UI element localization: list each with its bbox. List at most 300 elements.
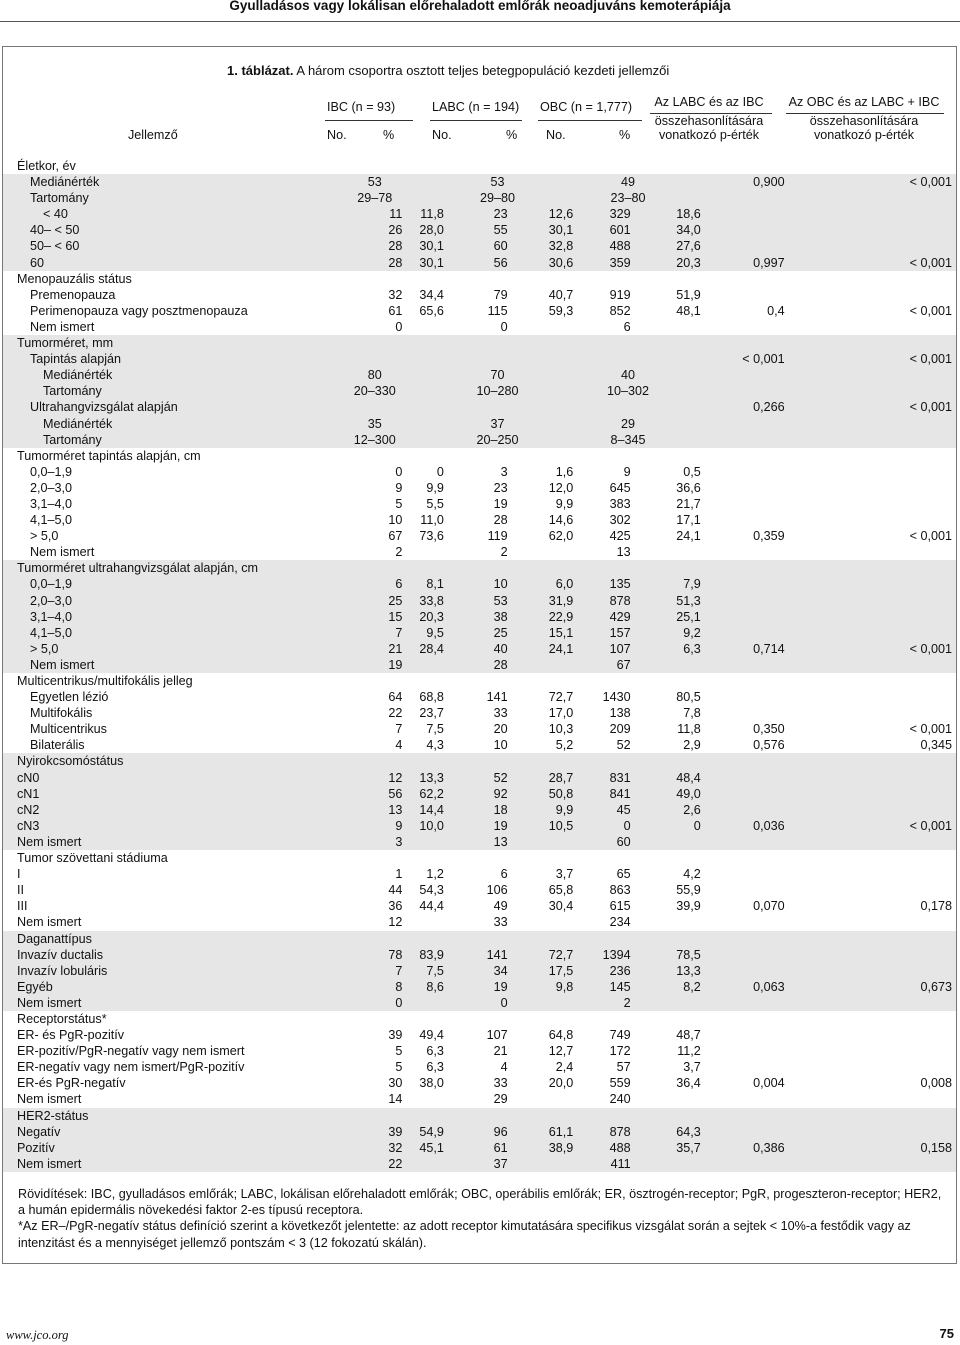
header-p2-line3: vonatkozó p-érték [813,128,915,142]
cell-p-labc-ibc: 0,036 [705,818,817,834]
cell-obc-pct: 78,5 [635,947,705,963]
cell-p-labc-ibc [705,206,817,222]
cell-ibc-no: 14 [388,1092,403,1107]
cell-p-labc-ibc: 0,359 [753,529,785,544]
cell-p-obc [817,1059,956,1075]
cell-p-obc [817,673,956,689]
cell-ibc-no: 35 [328,416,444,432]
cell-p-obc [817,802,956,818]
cell-labc-pct: 14,6 [548,513,574,528]
cell-obc-no: 236 [573,963,634,979]
cell-obc-no [573,335,634,351]
cell-ibc-pct: 9,5 [404,625,443,641]
cell-labc-pct: 24,1 [510,641,574,657]
cell-obc-pct: 2,9 [683,738,701,753]
cell-obc-no: 831 [573,770,634,786]
cell-p-obc [817,689,956,705]
cell-ibc-pct: 11,8 [404,206,443,222]
cell-obc-pct [635,834,705,850]
cell-ibc-no: 56 [328,786,405,802]
cell-labc-pct: 38,9 [510,1140,574,1156]
cell-obc-no: 157 [573,625,634,641]
cell-labc-no: 0 [444,995,510,1011]
table-row [3,271,956,287]
table-row [3,593,956,609]
row-label: Nem ismert [3,834,328,850]
cell-labc-pct: 31,9 [510,593,574,609]
cell-p-obc [817,1124,956,1140]
cell-labc-pct: 12,6 [510,206,574,222]
cell-labc-no: 33 [493,915,508,930]
cell-obc-no: 1430 [602,690,631,705]
table-row [3,931,956,947]
table-row [3,641,956,657]
cell-obc-no [573,158,634,174]
row-label: ER- és PgR-pozitív [17,1028,125,1043]
cell-labc-pct [510,448,574,464]
cell-labc-no: 49 [493,899,508,914]
cell-obc-no [573,1108,634,1124]
cell-p-obc [817,190,956,206]
data-table [3,158,956,1172]
cell-labc-pct [510,914,574,930]
cell-p-labc-ibc: < 0,001 [705,351,817,367]
cell-labc-pct: 9,8 [510,979,574,995]
cell-p-obc: 0,673 [817,979,956,995]
row-label: Multifokális [30,706,93,721]
cell-obc-no: 40 [573,367,705,383]
cell-ibc-pct: 11,0 [420,513,444,528]
cell-ibc-no: 28 [328,255,405,271]
cell-ibc-no: 67 [388,529,403,544]
cell-obc-pct [635,560,705,576]
cell-ibc-pct [404,753,443,769]
row-label: Nem ismert [17,1092,82,1107]
cell-labc-pct: 17,5 [510,963,574,979]
table-row [3,1140,956,1156]
row-label: 3,1–4,0 [3,609,328,625]
cell-obc-pct: 51,3 [635,593,705,609]
cell-p-obc [817,850,956,866]
cell-obc-no: 9 [623,464,631,479]
cell-labc-pct: 30,4 [548,899,574,914]
cell-labc-no: 37 [444,1156,510,1172]
header-labc: LABC (n = 194) [432,100,520,114]
cell-p-labc-ibc [705,1059,817,1075]
cell-labc-no [444,931,510,947]
cell-ibc-pct: 33,8 [404,593,443,609]
cell-labc-pct [510,1011,574,1027]
table-row [3,158,956,174]
row-label: cN3 [3,818,328,834]
cell-labc-pct: 72,7 [548,690,574,705]
cell-labc-no: 55 [444,222,510,238]
cell-obc-pct [635,319,705,335]
table-row [3,979,956,995]
row-label: 0,0–1,9 [3,576,328,592]
cell-obc-pct: 17,1 [676,513,701,528]
cell-labc-no: 115 [487,303,508,318]
cell-obc-pct: 21,7 [676,496,701,511]
table-row [3,287,956,303]
cell-ibc-no: 36 [388,899,403,914]
cell-p-obc: < 0,001 [909,529,952,544]
cell-ibc-no [328,271,405,287]
cell-labc-no: 33 [493,1076,508,1091]
cell-labc-pct [510,673,574,689]
cell-ibc-pct [404,319,443,335]
cell-obc-pct [635,399,705,415]
cell-ibc-pct: 9,9 [426,480,444,495]
row-label: Tartomány [3,190,328,206]
cell-labc-no [444,673,510,689]
cell-p-labc-ibc [705,544,817,560]
table-row [3,464,956,480]
cell-p-labc-ibc: 0,4 [767,303,785,318]
cell-labc-pct: 30,6 [510,255,574,271]
cell-labc-no [444,753,510,769]
row-label: cN1 [3,786,328,802]
cell-p-obc [817,882,956,898]
cell-ibc-pct: 20,3 [404,609,443,625]
cell-obc-pct: 0 [635,818,705,834]
cell-p-labc-ibc [705,448,817,464]
cell-labc-no [444,448,510,464]
footnote-receptor-definition: *Az ER–/PgR-negatív státus definíció szerint a következőt jelentette: az adott receptor kimutatására specifikus vizsgálat során a sejtek < 10%-a festődik vagy az intenzitást és a mennyiséget jellemző pontszám < 3 (12 fokozatú skálán). [18,1219,911,1250]
cell-obc-no [573,1011,634,1027]
cell-p-labc-ibc [705,1108,817,1124]
table-row [3,882,956,898]
cell-labc-no: 33 [493,706,508,721]
table-row [3,528,956,544]
cell-obc-no: 488 [573,238,634,254]
cell-obc-no: 615 [609,899,631,914]
cell-p-labc-ibc [705,1091,817,1107]
cell-labc-pct: 64,8 [548,1028,574,1043]
cell-p-obc [817,770,956,786]
cell-p-labc-ibc [705,609,817,625]
cell-obc-pct: 4,2 [683,867,701,882]
cell-labc-no: 23 [444,206,510,222]
cell-ibc-no [328,158,405,174]
cell-ibc-no: 32 [388,287,403,302]
cell-ibc-pct: 0 [436,464,444,479]
cell-ibc-no: 30 [388,1076,403,1091]
cell-p-labc-ibc [705,1043,817,1059]
cell-p-obc [817,432,956,448]
cell-p-obc: < 0,001 [817,641,956,657]
cell-obc-pct: 80,5 [676,690,701,705]
cell-obc-pct [635,657,705,673]
header-p2-line1: Az OBC és az LABC + IBC [788,95,940,109]
cell-p-obc [817,238,956,254]
cell-ibc-pct [404,834,443,850]
cell-obc-no: 749 [609,1028,631,1043]
table-row [3,560,956,576]
cell-ibc-pct: 65,6 [419,303,444,318]
cell-labc-no: 53 [444,174,573,190]
cell-labc-pct: 15,1 [510,625,574,641]
cell-ibc-pct: 1,2 [426,867,444,882]
table-row [3,995,956,1011]
table-caption [227,63,669,78]
cell-ibc-pct [404,931,443,947]
row-label: Ultrahangvizsgálat alapján [3,399,328,415]
cell-p-labc-ibc [705,416,817,432]
cell-p-obc [817,625,956,641]
cell-ibc-no [328,1108,405,1124]
cell-p-obc [817,512,956,528]
cell-p-obc [817,753,956,769]
cell-ibc-no: 12 [388,915,403,930]
cell-ibc-pct: 68,8 [419,690,444,705]
cell-ibc-no: 0 [395,319,403,334]
cell-p-obc [817,158,956,174]
cell-ibc-no [328,850,405,866]
table-row [3,1156,956,1172]
cell-labc-no: 52 [444,770,510,786]
cell-p-labc-ibc: 0,350 [753,722,785,737]
cell-p-labc-ibc [705,432,817,448]
cell-obc-no: 60 [573,834,634,850]
row-label: < 40 [3,206,328,222]
cell-p-obc: < 0,001 [817,174,956,190]
cell-p-obc [817,544,956,560]
cell-p-obc [817,963,956,979]
table-row [3,770,956,786]
cell-ibc-pct: 23,7 [419,706,444,721]
cell-p-obc [817,416,956,432]
row-label: Pozitív [3,1140,328,1156]
row-label: Egyetlen lézió [30,690,109,705]
cell-obc-pct [635,158,705,174]
cell-p-labc-ibc [705,464,817,480]
footnote-abbreviations: Rövidítések: IBC, gyulladásos emlőrák; LABC, lokálisan előrehaladott emlőrák; OBC, operábilis emlőrák; ER, ösztrogén-receptor; PgR, progeszteron-receptor; HER2, a humán epidermális növekedési faktor 2-es típusú receptora. [18,1187,942,1218]
cell-ibc-no: 1 [395,867,403,882]
cell-p-labc-ibc [705,657,817,673]
cell-obc-no: 411 [573,1156,634,1172]
cell-obc-pct: 36,4 [676,1076,701,1091]
cell-ibc-pct [404,1091,443,1107]
cell-obc-no [573,351,634,367]
cell-obc-pct: 64,3 [635,1124,705,1140]
cell-obc-no: 45 [573,802,634,818]
row-label: 0,0–1,9 [30,464,73,479]
cell-obc-no: 645 [609,480,631,495]
cell-obc-pct [635,931,705,947]
table-row [3,737,956,753]
table-row [3,399,956,415]
row-label: ER-és PgR-negatív [17,1076,126,1091]
cell-ibc-no: 2 [395,545,403,560]
cell-labc-no: 10 [444,576,510,592]
cell-p-labc-ibc [705,367,817,383]
cell-p-obc [817,914,956,930]
cell-ibc-no: 6 [328,576,405,592]
cell-obc-no: 57 [616,1060,631,1075]
cell-obc-no: 138 [609,706,631,721]
header-obc: OBC (n = 1,777) [540,100,633,114]
cell-ibc-pct: 34,4 [419,287,444,302]
table-row [3,1091,956,1107]
ibc-underline [325,120,413,121]
row-label: Tumorméret tapintás alapján, cm [17,448,201,463]
cell-ibc-pct: 30,1 [404,238,443,254]
table-row [3,576,956,592]
cell-obc-pct [635,850,705,866]
row-label: Daganattípus [3,931,328,947]
cell-p-obc [817,786,956,802]
cell-labc-no [444,335,510,351]
cell-ibc-no: 26 [328,222,405,238]
cell-labc-no: 29–80 [444,190,573,206]
cell-labc-no [444,850,510,866]
cell-p-labc-ibc [705,882,817,898]
cell-labc-pct: 22,9 [510,609,574,625]
cell-p-labc-ibc [705,335,817,351]
cell-ibc-pct: 10,0 [404,818,443,834]
cell-ibc-no: 28 [328,238,405,254]
cell-p-labc-ibc [705,383,817,399]
cell-p-labc-ibc: 0,386 [705,1140,817,1156]
cell-ibc-no: 64 [388,690,403,705]
cell-obc-no: 29 [573,416,705,432]
cell-obc-pct: 3,7 [683,1060,701,1075]
cell-obc-no: 601 [573,222,634,238]
cell-p-obc: 0,345 [920,738,952,753]
cell-p-labc-ibc [705,866,817,882]
cell-labc-pct: 10,5 [510,818,574,834]
cell-labc-no: 92 [444,786,510,802]
cell-ibc-pct: 4,3 [426,738,444,753]
cell-p-labc-ibc [705,1156,817,1172]
cell-p-obc [817,319,956,335]
cell-p-obc [817,335,956,351]
cell-obc-pct [635,1108,705,1124]
cell-obc-pct: 6,3 [635,641,705,657]
cell-labc-pct: 17,0 [548,706,574,721]
cell-labc-no: 96 [444,1124,510,1140]
table-row [3,1011,956,1027]
cell-p-obc [817,947,956,963]
cell-ibc-no: 9 [328,818,405,834]
cell-ibc-pct [404,657,443,673]
cell-ibc-pct [404,351,443,367]
cell-p-obc [817,1043,956,1059]
cell-p-obc [817,576,956,592]
cell-ibc-no: 20–330 [328,383,444,399]
row-label: ER-negatív vagy nem ismert/PgR-pozitív [17,1060,245,1075]
table-row [3,753,956,769]
row-label: 50– < 60 [3,238,328,254]
cell-p-labc-ibc [705,238,817,254]
header-ibc: IBC (n = 93) [327,100,396,114]
cell-labc-pct: 61,1 [510,1124,574,1140]
cell-obc-pct: 18,6 [635,206,705,222]
cell-p-obc [817,448,956,464]
cell-labc-pct [510,271,574,287]
cell-ibc-pct [404,673,443,689]
cell-obc-no [573,673,634,689]
header-obc-no: No. [546,128,566,142]
cell-labc-pct: 12,7 [548,1044,574,1059]
cell-ibc-pct [404,850,443,866]
cell-ibc-no: 8 [328,979,405,995]
cell-ibc-pct [404,544,443,560]
cell-ibc-no: 39 [388,1028,403,1043]
table-row [3,238,956,254]
table-row [3,705,956,721]
cell-p-obc: < 0,001 [909,303,952,318]
cell-labc-no: 23 [493,480,508,495]
cell-obc-no: 240 [609,1092,631,1107]
table-row [3,898,956,914]
cell-obc-pct: 9,2 [635,625,705,641]
cell-labc-pct: 1,6 [555,464,574,479]
cell-ibc-no: 22 [328,1156,405,1172]
cell-obc-pct [635,753,705,769]
cell-labc-pct: 72,7 [510,947,574,963]
cell-labc-no [444,560,510,576]
table-row [3,625,956,641]
cell-ibc-no: 0 [395,464,403,479]
cell-p-obc [817,560,956,576]
cell-labc-pct: 40,7 [548,287,574,302]
cell-labc-pct [510,351,574,367]
cell-p-obc [817,593,956,609]
cell-p-obc: 0,158 [817,1140,956,1156]
table-row [3,1043,956,1059]
table-row [3,432,956,448]
row-label: Mediánérték [3,416,328,432]
row-label: 3,1–4,0 [30,496,73,511]
cell-labc-pct: 32,8 [510,238,574,254]
row-label: Nem ismert [3,1156,328,1172]
cell-obc-no: 852 [609,303,631,318]
cell-ibc-no: 5 [395,496,403,511]
table-row [3,850,956,866]
cell-p-obc [817,657,956,673]
cell-ibc-pct [404,1108,443,1124]
cell-p-labc-ibc [705,770,817,786]
row-label: Negatív [3,1124,328,1140]
cell-p-labc-ibc [705,560,817,576]
row-label: cN0 [3,770,328,786]
cell-labc-pct [510,1091,574,1107]
cell-obc-no: 67 [573,657,634,673]
header-p1-line1: Az LABC és az IBC [654,95,764,109]
cell-labc-no: 18 [444,802,510,818]
cell-ibc-pct: 54,9 [404,1124,443,1140]
cell-labc-no: 79 [493,287,508,302]
cell-ibc-no: 22 [388,706,403,721]
row-label: 2,0–3,0 [30,480,73,495]
cell-obc-pct [635,1011,705,1027]
cell-labc-pct: 20,0 [548,1076,574,1091]
cell-obc-pct: 55,9 [676,883,701,898]
row-label: Mediánérték [3,174,328,190]
cell-labc-no: 19 [444,818,510,834]
page-number: 75 [939,1326,954,1341]
row-label: II [17,883,24,898]
cell-p-labc-ibc [705,1124,817,1140]
cell-p-obc [817,496,956,512]
cell-ibc-no: 13 [328,802,405,818]
table-row [3,222,956,238]
cell-labc-pct: 9,9 [510,802,574,818]
cell-obc-pct: 49,0 [635,786,705,802]
cell-obc-no: 488 [573,1140,634,1156]
